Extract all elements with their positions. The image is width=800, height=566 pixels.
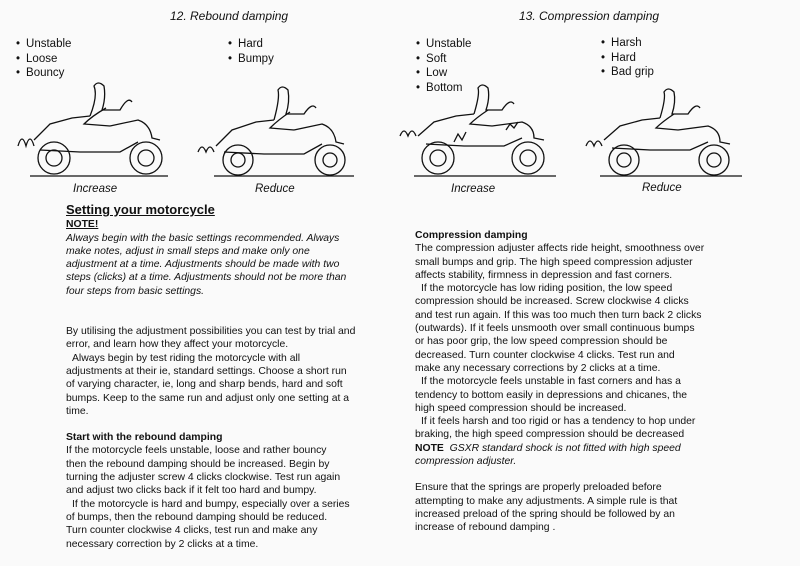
text-line: decreased. Turn counter clockwise 4 clicks. Test run and bbox=[415, 349, 675, 361]
text-line: attempting to make any adjustments. A simple rule is that bbox=[415, 495, 678, 507]
page-heading: Setting your motorcycle bbox=[66, 202, 215, 217]
text-line: By utilising the adjustment possibilities you can test by trial and bbox=[66, 326, 356, 338]
list-item: • Bumpy bbox=[228, 52, 274, 67]
rebound-figure-title: 12. Rebound damping bbox=[170, 9, 289, 23]
compression-increase-caption: Increase bbox=[451, 183, 496, 195]
intro-paragraph bbox=[66, 325, 388, 418]
text-line: necessary correction by 2 clicks at a time. bbox=[66, 538, 259, 550]
text-line: and test run again. If this was too much then turn back 2 clicks bbox=[415, 309, 702, 321]
text-line: error, and learn how they affect your motorcycle. bbox=[66, 339, 289, 351]
text-line: tendency to bottom easily in depressions and chicanes, the bbox=[415, 389, 688, 401]
left-text-column bbox=[66, 203, 388, 551]
list-item: • Hard bbox=[228, 37, 274, 52]
text-line: If the motorcycle feels unstable in fast corners and has a bbox=[421, 376, 681, 388]
text-line: braking, the high speed compression should be decreased bbox=[415, 429, 685, 441]
note-label: NOTE! bbox=[66, 219, 99, 231]
text-line: time. bbox=[66, 405, 89, 417]
text-line: four steps from basic settings. bbox=[66, 285, 205, 297]
list-item: • Soft bbox=[416, 52, 471, 67]
note-text: GSXR standard shock is not fitted with high speed bbox=[449, 442, 681, 454]
rebound-paragraph bbox=[66, 444, 388, 550]
motorcycle-increase-compression-illustration bbox=[398, 84, 558, 180]
list-item: • Harsh bbox=[601, 36, 654, 51]
compression-reduce-symptom-list bbox=[601, 36, 654, 80]
text-line: If it feels harsh and too rigid or has a tendency to hop under bbox=[421, 416, 696, 428]
note-label: NOTE bbox=[415, 442, 444, 454]
rebound-increase-symptom-list bbox=[16, 37, 71, 81]
text-line: of bumps, then the rebound damping should be reduced. bbox=[66, 511, 328, 523]
text-line: make any necessary corrections by 2 clicks at a time. bbox=[415, 362, 661, 374]
text-line: Turn counter clockwise 4 clicks, test run and make any bbox=[66, 525, 318, 537]
text-line: small bumps and grip. The high speed compression adjuster bbox=[415, 256, 693, 268]
text-line: compression adjuster. bbox=[415, 456, 517, 468]
rebound-reduce-caption: Reduce bbox=[255, 183, 295, 195]
text-line: affects stability, firmness in depression and fast corners. bbox=[415, 269, 673, 281]
text-line: (outwards). If it feels unsmooth over small continuous bumps bbox=[415, 323, 695, 335]
text-line: Always begin with the basic settings recommended. Always bbox=[66, 232, 340, 244]
text-line: increased preload of the spring should be followed by an bbox=[415, 508, 675, 520]
text-line: turning the adjuster screw 4 clicks clockwise. Test run again bbox=[66, 472, 341, 484]
compression-figure-title: 13. Compression damping bbox=[519, 9, 660, 23]
text-line: bumps. Keep to the same run and adjust only one setting at a bbox=[66, 392, 350, 404]
rebound-section-heading: Start with the rebound damping bbox=[66, 432, 223, 444]
text-line: The compression adjuster affects ride height, smoothness over bbox=[415, 243, 705, 255]
text-line: compression should be increased. Screw clockwise 4 clicks bbox=[415, 296, 689, 308]
text-line: Always begin by test riding the motorcycle with all bbox=[72, 352, 301, 364]
text-line: If the motorcycle is hard and bumpy, especially over a series bbox=[72, 498, 350, 510]
text-line: steps (clicks) at a time. Adjustments should not be more than bbox=[66, 272, 347, 284]
text-line: or has poor grip, the low speed compression should be bbox=[415, 336, 668, 348]
note-line bbox=[415, 442, 745, 455]
list-item: • Hard bbox=[601, 51, 654, 66]
list-item: • Low bbox=[416, 66, 471, 81]
text-line: If the motorcycle has low riding position, the low speed bbox=[421, 283, 673, 295]
compression-section-heading: Compression damping bbox=[415, 230, 528, 241]
list-item: • Bouncy bbox=[16, 66, 71, 81]
list-item: • Bad grip bbox=[601, 65, 654, 80]
text-line: make notes, adjust in small steps and make only one bbox=[66, 245, 310, 257]
text-line: and adjust two clicks back if it felt too hard and bumpy. bbox=[66, 485, 317, 497]
text-line: Ensure that the springs are properly preloaded before bbox=[415, 482, 662, 494]
text-line: then the rebound damping should be increased. Begin by bbox=[66, 458, 330, 470]
note-paragraph bbox=[66, 232, 388, 298]
text-line: adjustment at a time. Adjustments should be made with two bbox=[66, 259, 340, 271]
rebound-increase-caption: Increase bbox=[73, 183, 118, 195]
text-line: of varying character, ie, long and sharp bends, hard and soft bbox=[66, 379, 343, 391]
text-line: adjustments at their ie, standard settings. Choose a short run bbox=[66, 365, 347, 377]
right-text-column bbox=[415, 229, 745, 535]
motorcycle-reduce-compression-illustration bbox=[584, 84, 744, 180]
list-item: • Loose bbox=[16, 52, 71, 67]
motorcycle-increase-rebound-illustration bbox=[10, 80, 170, 180]
list-item: • Bottom bbox=[416, 81, 471, 96]
motorcycle-reduce-rebound-illustration bbox=[196, 80, 356, 180]
text-line: high speed compression should be increased. bbox=[415, 402, 627, 414]
closing-paragraph bbox=[415, 481, 745, 534]
list-item: • Unstable bbox=[16, 37, 71, 52]
rebound-reduce-symptom-list bbox=[228, 37, 274, 66]
text-line: If the motorcycle feels unstable, loose and rather bouncy bbox=[66, 445, 327, 457]
list-item: • Unstable bbox=[416, 37, 471, 52]
text-line: increase of rebound damping . bbox=[415, 522, 556, 534]
compression-reduce-caption: Reduce bbox=[642, 182, 682, 194]
compression-paragraph bbox=[415, 242, 745, 468]
